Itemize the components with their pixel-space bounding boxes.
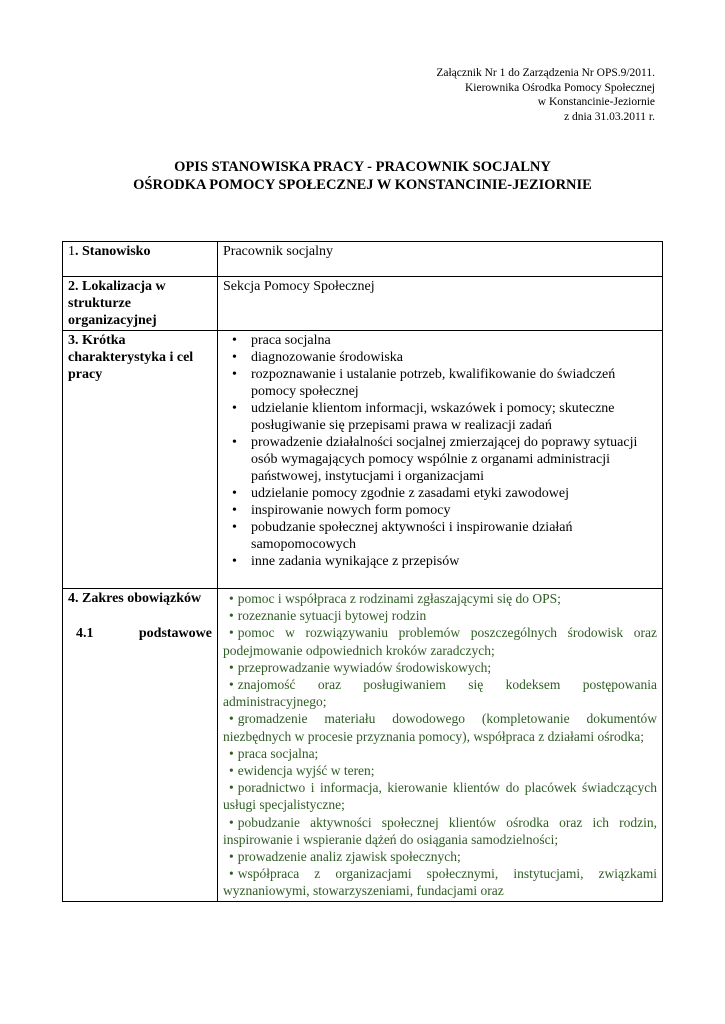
attachment-note-line: Kierownika Ośrodka Pomocy Społecznej bbox=[464, 81, 655, 94]
row-value-position: Pracownik socjalny bbox=[218, 242, 663, 277]
document-title bbox=[0, 158, 725, 194]
attachment-note-line: w Konstancinie-Jeziornie bbox=[537, 96, 655, 108]
list-item: • gromadzenie materiału dowodowego (kompletowanie dokumentów niezbędnych w procesie przyznania pomocy), współpraca z działami ośrodka; bbox=[223, 711, 657, 744]
duties-subheading-label: podstawowe bbox=[138, 626, 212, 641]
list-item: • pomoc w rozwiązywaniu problemów poszczególnych środowisk oraz podejmowanie odpowiednich kroków zaradczych; bbox=[223, 625, 657, 658]
duties-subheading bbox=[68, 625, 212, 642]
table-row bbox=[63, 331, 663, 589]
list-item: • współpraca z organizacjami społecznymi, instytucjami, związkami wyznaniowymi, stowarzyszeniami, fundacjami oraz bbox=[223, 866, 657, 899]
list-item: • znajomość oraz posługiwaniem się kodeksem postępowania administracyjnego; bbox=[223, 677, 657, 710]
attachment-note-line: Załącznik Nr 1 do Zarządzenia Nr OPS.9/2011. bbox=[436, 67, 655, 79]
list-item: • udzielanie pomocy zgodnie z zasadami etyki zawodowej bbox=[223, 485, 657, 502]
characteristics-list bbox=[223, 332, 657, 570]
list-item: • praca socjalna bbox=[223, 332, 657, 349]
list-item: • pobudzanie aktywności społecznej klientów ośrodka oraz ich rodzin, inspirowanie i wspieranie dążeń do osiągania samodzielności; bbox=[223, 814, 657, 847]
row-value-duties bbox=[218, 589, 663, 902]
list-item: • praca socjalna; bbox=[229, 745, 319, 761]
list-item: • rozeznanie sytuacji bytowej rodzin bbox=[229, 608, 427, 624]
list-item: • inne zadania wynikające z przepisów bbox=[223, 553, 657, 570]
list-item: • prowadzenie działalności socjalnej zmierzającej do poprawy sytuacji osób wymagających pomocy wspólnie z organami administracji państwowej, instytucjami i organizacjami bbox=[223, 434, 657, 485]
document-title-line1: OPIS STANOWISKA PRACY - PRACOWNIK SOCJALNY bbox=[174, 159, 551, 175]
row-label-duties bbox=[63, 589, 218, 902]
list-item: • diagnozowanie środowiska bbox=[223, 349, 657, 366]
list-item: • inspirowanie nowych form pomocy bbox=[223, 502, 657, 519]
list-item: • poradnictwo i informacja, kierowanie klientów do placówek świadczących usługi specjalistyczne; bbox=[223, 780, 657, 813]
row-label-location: 2. Lokalizacja w strukturze organizacyjnej bbox=[63, 277, 218, 331]
list-item: • prowadzenie analiz zjawisk społecznych; bbox=[229, 849, 461, 865]
job-description-table bbox=[62, 241, 663, 902]
list-item: • rozpoznawanie i ustalanie potrzeb, kwalifikowanie do świadczeń pomocy społecznej bbox=[223, 366, 657, 400]
list-item: • ewidencja wyjść w teren; bbox=[229, 763, 375, 779]
list-item: • pomoc i współpraca z rodzinami zgłaszającymi się do OPS; bbox=[229, 591, 561, 606]
attachment-note-line: z dnia 31.03.2011 r. bbox=[564, 110, 655, 123]
duties-heading: 4. Zakres obowiązków bbox=[68, 591, 202, 606]
list-item: • przeprowadzanie wywiadów środowiskowych; bbox=[229, 659, 492, 675]
attachment-note bbox=[436, 66, 655, 124]
table-row bbox=[63, 277, 663, 331]
row-value-characteristics bbox=[218, 331, 663, 589]
list-item: • pobudzanie społecznej aktywności i inspirowanie działań samopomocowych bbox=[223, 519, 657, 553]
row-label-characteristics: 3. Krótka charakterystyka i cel pracy bbox=[63, 331, 218, 589]
table-row bbox=[63, 242, 663, 277]
row-value-location: Sekcja Pomocy Społecznej bbox=[218, 277, 663, 331]
duties-subheading-number: 4.1 bbox=[76, 626, 94, 641]
row-label-position bbox=[63, 242, 218, 277]
row-label-text: . Stanowisko bbox=[75, 244, 151, 259]
row-label-number: 1 bbox=[68, 244, 75, 259]
table-row bbox=[63, 589, 663, 902]
list-item: • udzielanie klientom informacji, wskazówek i pomocy; skuteczne posługiwanie się przepisami prawa w realizacji zadań bbox=[223, 400, 657, 434]
document-title-line2: OŚRODKA POMOCY SPOŁECZNEJ W KONSTANCINIE-JEZIORNIE bbox=[133, 177, 592, 193]
